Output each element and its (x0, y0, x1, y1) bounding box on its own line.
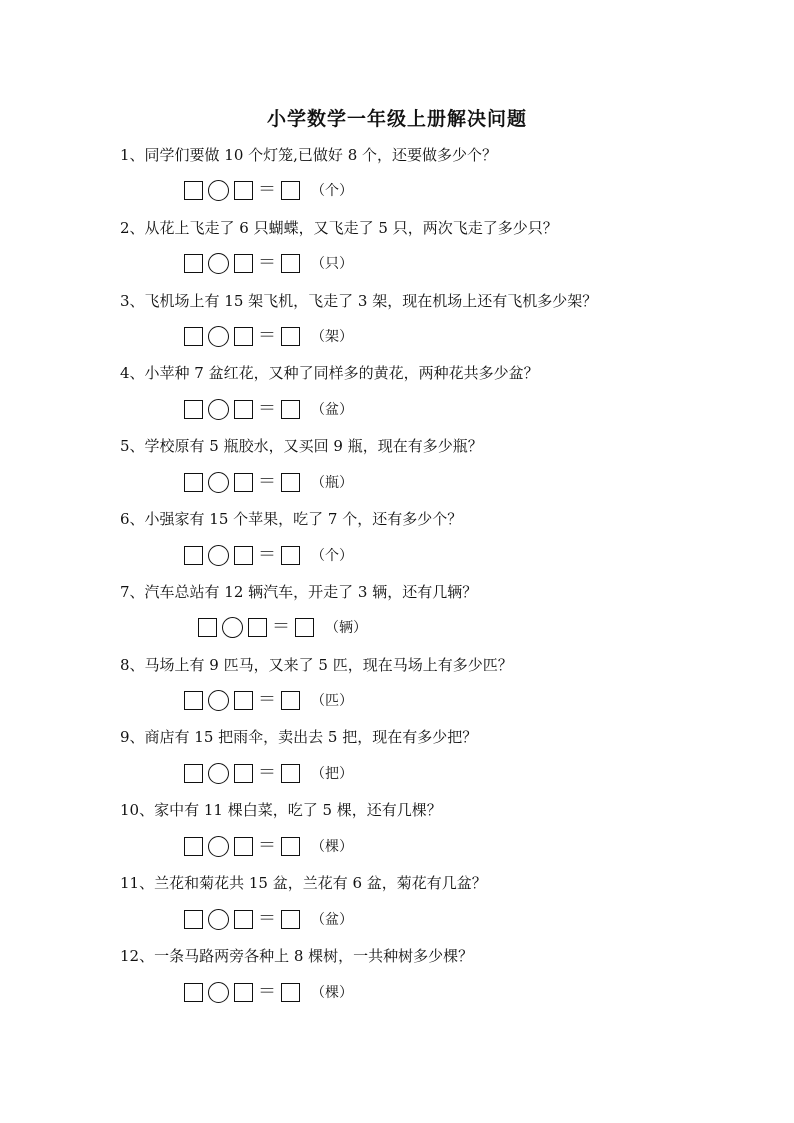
operator-circle[interactable] (208, 763, 229, 784)
answer-equation (184, 543, 353, 567)
unit-label: （盆） (311, 402, 353, 418)
number-box[interactable] (184, 473, 203, 492)
equals-sign: ＝ (258, 908, 276, 929)
unit-label: （辆） (325, 620, 367, 636)
question-text: 8、马场上有 9 匹马，又来了 5 匹，现在马场上有多少匹？ (120, 656, 513, 674)
equals-sign: ＝ (258, 325, 276, 346)
unit-label: （棵） (311, 839, 353, 855)
unit-label: （只） (311, 256, 353, 272)
answer-equation (184, 397, 353, 421)
answer-equation (184, 251, 353, 275)
unit-label: （个） (311, 548, 353, 564)
equals-sign: ＝ (272, 616, 290, 637)
answer-equation (184, 907, 353, 931)
answer-equation (184, 834, 353, 858)
answer-equation (184, 980, 353, 1004)
question-text: 4、小苹种 7 盆红花，又种了同样多的黄花，两种花共多少盆？ (120, 364, 539, 382)
number-box[interactable] (234, 546, 253, 565)
equals-sign: ＝ (258, 689, 276, 710)
number-box[interactable] (184, 691, 203, 710)
equals-sign: ＝ (258, 762, 276, 783)
number-box[interactable] (248, 618, 267, 637)
operator-circle[interactable] (208, 180, 229, 201)
question-text: 7、汽车总站有 12 辆汽车，开走了 3 辆，还有几辆？ (120, 583, 478, 601)
question-text: 5、学校原有 5 瓶胶水，又买回 9 瓶，现在有多少瓶？ (120, 437, 483, 455)
answer-box[interactable] (281, 691, 300, 710)
question-text: 9、商店有 15 把雨伞，卖出去 5 把，现在有多少把？ (120, 728, 478, 746)
number-box[interactable] (184, 983, 203, 1002)
number-box[interactable] (184, 400, 203, 419)
number-box[interactable] (234, 910, 253, 929)
unit-label: （棵） (311, 985, 353, 1001)
operator-circle[interactable] (208, 982, 229, 1003)
answer-box[interactable] (281, 910, 300, 929)
number-box[interactable] (234, 254, 253, 273)
number-box[interactable] (184, 181, 203, 200)
answer-box[interactable] (281, 181, 300, 200)
equals-sign: ＝ (258, 471, 276, 492)
operator-circle[interactable] (208, 253, 229, 274)
question-text: 1、同学们要做 10 个灯笼,已做好 8 个，还要做多少个？ (120, 146, 498, 164)
number-box[interactable] (234, 764, 253, 783)
answer-equation (184, 470, 353, 494)
number-box[interactable] (184, 910, 203, 929)
unit-label: （个） (311, 183, 353, 199)
number-box[interactable] (234, 400, 253, 419)
answer-box[interactable] (281, 327, 300, 346)
number-box[interactable] (234, 181, 253, 200)
answer-box[interactable] (281, 546, 300, 565)
answer-box[interactable] (281, 983, 300, 1002)
operator-circle[interactable] (208, 690, 229, 711)
answer-box[interactable] (281, 400, 300, 419)
number-box[interactable] (184, 327, 203, 346)
operator-circle[interactable] (208, 399, 229, 420)
number-box[interactable] (184, 837, 203, 856)
unit-label: （架） (311, 329, 353, 345)
unit-label: （把） (311, 766, 353, 782)
operator-circle[interactable] (208, 472, 229, 493)
question-text: 12、一条马路两旁各种上 8 棵树，一共种树多少棵？ (120, 947, 474, 965)
number-box[interactable] (234, 691, 253, 710)
operator-circle[interactable] (208, 545, 229, 566)
number-box[interactable] (234, 473, 253, 492)
answer-equation (184, 688, 353, 712)
number-box[interactable] (234, 983, 253, 1002)
equals-sign: ＝ (258, 544, 276, 565)
question-text: 2、从花上飞走了 6 只蝴蝶，又飞走了 5 只，两次飞走了多少只？ (120, 219, 558, 237)
number-box[interactable] (234, 837, 253, 856)
number-box[interactable] (234, 327, 253, 346)
equals-sign: ＝ (258, 179, 276, 200)
page-title: 小学数学一年级上册解决问题 (266, 108, 527, 130)
operator-circle[interactable] (208, 836, 229, 857)
answer-box[interactable] (281, 837, 300, 856)
number-box[interactable] (184, 764, 203, 783)
question-text: 11、兰花和菊花共 15 盆，兰花有 6 盆，菊花有几盆？ (120, 874, 487, 892)
question-text: 3、飞机场上有 15 架飞机，飞走了 3 架，现在机场上还有飞机多少架？ (120, 292, 598, 310)
number-box[interactable] (198, 618, 217, 637)
operator-circle[interactable] (208, 326, 229, 347)
answer-box[interactable] (295, 618, 314, 637)
number-box[interactable] (184, 254, 203, 273)
unit-label: （盆） (311, 912, 353, 928)
answer-equation (198, 615, 367, 639)
answer-box[interactable] (281, 473, 300, 492)
operator-circle[interactable] (222, 617, 243, 638)
unit-label: （瓶） (311, 475, 353, 491)
answer-box[interactable] (281, 764, 300, 783)
equals-sign: ＝ (258, 835, 276, 856)
answer-equation (184, 178, 353, 202)
equals-sign: ＝ (258, 981, 276, 1002)
operator-circle[interactable] (208, 909, 229, 930)
number-box[interactable] (184, 546, 203, 565)
answer-equation (184, 761, 353, 785)
answer-box[interactable] (281, 254, 300, 273)
question-text: 10、家中有 11 棵白菜，吃了 5 棵，还有几棵？ (120, 801, 442, 819)
unit-label: （匹） (311, 693, 353, 709)
equals-sign: ＝ (258, 398, 276, 419)
question-text: 6、小强家有 15 个苹果，吃了 7 个，还有多少个？ (120, 510, 463, 528)
answer-equation (184, 324, 353, 348)
equals-sign: ＝ (258, 252, 276, 273)
